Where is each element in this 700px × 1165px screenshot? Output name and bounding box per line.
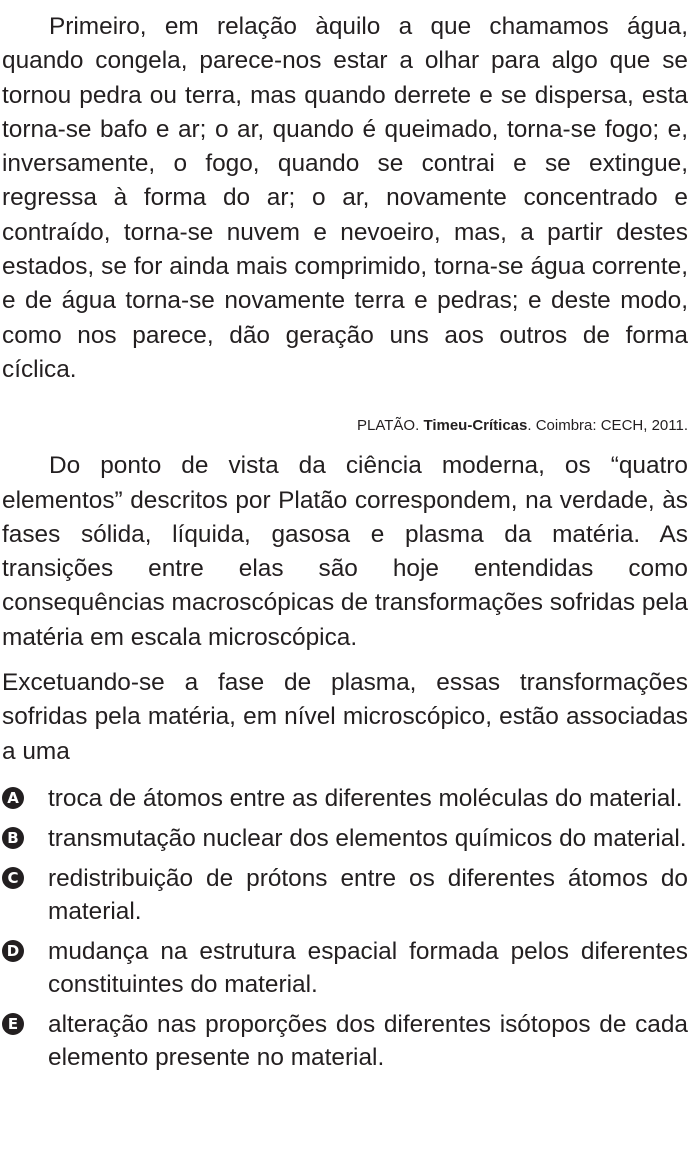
option-letter-badge: C: [2, 867, 24, 889]
option-letter-badge: D: [2, 940, 24, 962]
option-letter-badge: A: [2, 787, 24, 809]
option-a[interactable]: [2, 782, 688, 815]
option-text: mudança na estrutura espacial formada pelos diferentes constituintes do material.: [48, 937, 688, 998]
option-d[interactable]: [2, 935, 688, 1001]
question-stem: Excetuando-se a fase de plasma, essas transformações sofridas pela matéria, em nível microscópico, estão associadas a uma: [2, 669, 688, 765]
option-letter-badge: B: [2, 827, 24, 849]
context-paragraph: Do ponto de vista da ciência moderna, os “quatro elementos” descritos por Platão correspondem, na verdade, às fases sólida, líquida, gasosa e plasma da matéria. As transições entre elas são hoje entendidas como consequências macroscópicas de transformações sofridas pela matéria em escala microscópica.: [2, 452, 688, 651]
source-citation: [2, 416, 688, 436]
option-e[interactable]: [2, 1008, 688, 1074]
option-c[interactable]: [2, 862, 688, 928]
option-text: alteração nas proporções dos diferentes isótopos de cada elemento presente no material.: [48, 1010, 688, 1071]
citation-title: Timeu-Críticas: [423, 417, 528, 435]
option-text: redistribuição de prótons entre os diferentes átomos do material.: [48, 864, 688, 925]
option-b[interactable]: [2, 822, 688, 855]
citation-publisher: . Coimbra: CECH, 2011.: [527, 417, 688, 435]
option-letter-badge: E: [2, 1013, 24, 1035]
option-text: transmutação nuclear dos elementos químicos do material.: [48, 824, 687, 852]
answer-options: [2, 782, 688, 1074]
passage-paragraph: Primeiro, em relação àquilo a que chamamos água, quando congela, parece-nos estar a olhar para algo que se tornou pedra ou terra, mas quando derrete e se dispersa, esta torna-se bafo e ar; o ar, quando é queimado, torna-se fogo; e, inversamente, o fogo, quando se contrai e se extingue, regressa à forma do ar; o ar, novamente concentrado e contraído, torna-se nuvem e nevoeiro, mas, a partir destes estados, se for ainda mais comprimido, torna-se água corrente, e de água torna-se novamente terra e pedras; e deste modo, como nos parece, dão geração uns aos outros de forma cíclica.: [2, 13, 688, 383]
option-text: troca de átomos entre as diferentes moléculas do material.: [48, 784, 683, 812]
citation-author: PLATÃO.: [357, 417, 420, 435]
